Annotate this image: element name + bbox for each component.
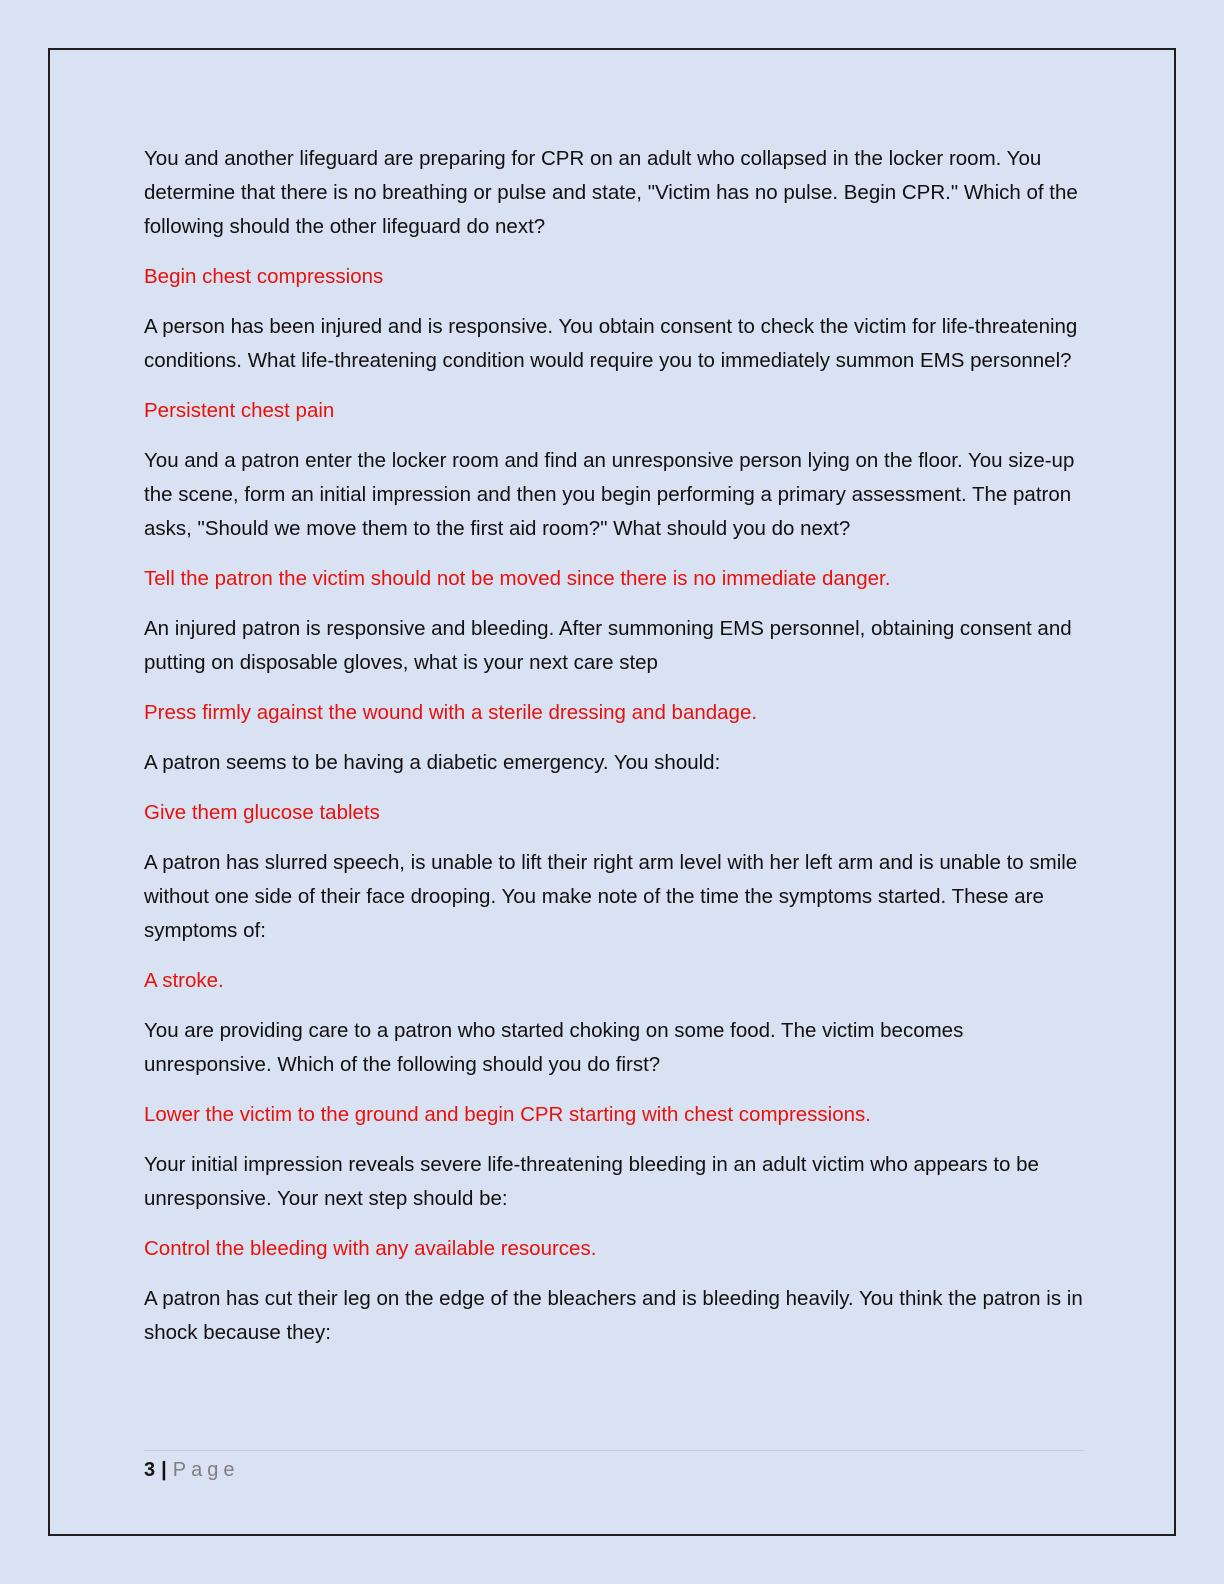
answer-1: Begin chest compressions (144, 265, 384, 288)
document-body (144, 142, 1084, 1366)
answer-5: Give them glucose tablets (144, 801, 380, 824)
question-9: A patron has cut their leg on the edge of the bleachers and is bleeding heavily. You think the patron is in shock because they: (144, 1287, 1083, 1344)
question-2: A person has been injured and is responsive. You obtain consent to check the victim for life-threatening conditions. What life-threatening condition would require you to immediately summon EMS personnel? (144, 315, 1078, 372)
answer-7: Lower the victim to the ground and begin CPR starting with chest compressions. (144, 1103, 871, 1126)
question-7: You are providing care to a patron who started choking on some food. The victim becomes unresponsive. Which of the following should you do first? (144, 1019, 964, 1076)
question-1: You and another lifeguard are preparing for CPR on an adult who collapsed in the locker room. You determine that there is no breathing or pulse and state, "Victim has no pulse. Begin CPR." Which of the following should the other lifeguard do next? (144, 147, 1078, 238)
question-6: A patron has slurred speech, is unable to lift their right arm level with her left arm and is unable to smile without one side of their face drooping. You make note of the time the symptoms started. These are symptoms of: (144, 851, 1078, 942)
footer-separator: | (161, 1459, 167, 1481)
question-8: Your initial impression reveals severe life-threatening bleeding in an adult victim who appears to be unresponsive. Your next step should be: (144, 1153, 1039, 1210)
page-number: 3 (144, 1459, 156, 1481)
answer-4: Press firmly against the wound with a sterile dressing and bandage. (144, 701, 758, 724)
page-footer (144, 1456, 239, 1484)
answer-3: Tell the patron the victim should not be moved since there is no immediate danger. (144, 567, 891, 590)
footer-divider (144, 1450, 1084, 1451)
answer-2: Persistent chest pain (144, 399, 335, 422)
question-3: You and a patron enter the locker room and find an unresponsive person lying on the floor. You size-up the scene, form an initial impression and then you begin performing a primary assessment. The patron asks, "Should we move them to the first aid room?" What should you do next? (144, 449, 1075, 540)
question-5: A patron seems to be having a diabetic emergency. You should: (144, 751, 721, 774)
question-4: An injured patron is responsive and bleeding. After summoning EMS personnel, obtaining consent and putting on disposable gloves, what is your next care step (144, 617, 1072, 674)
page-label: Page (172, 1459, 240, 1481)
answer-8: Control the bleeding with any available resources. (144, 1237, 597, 1260)
answer-6: A stroke. (144, 969, 224, 992)
